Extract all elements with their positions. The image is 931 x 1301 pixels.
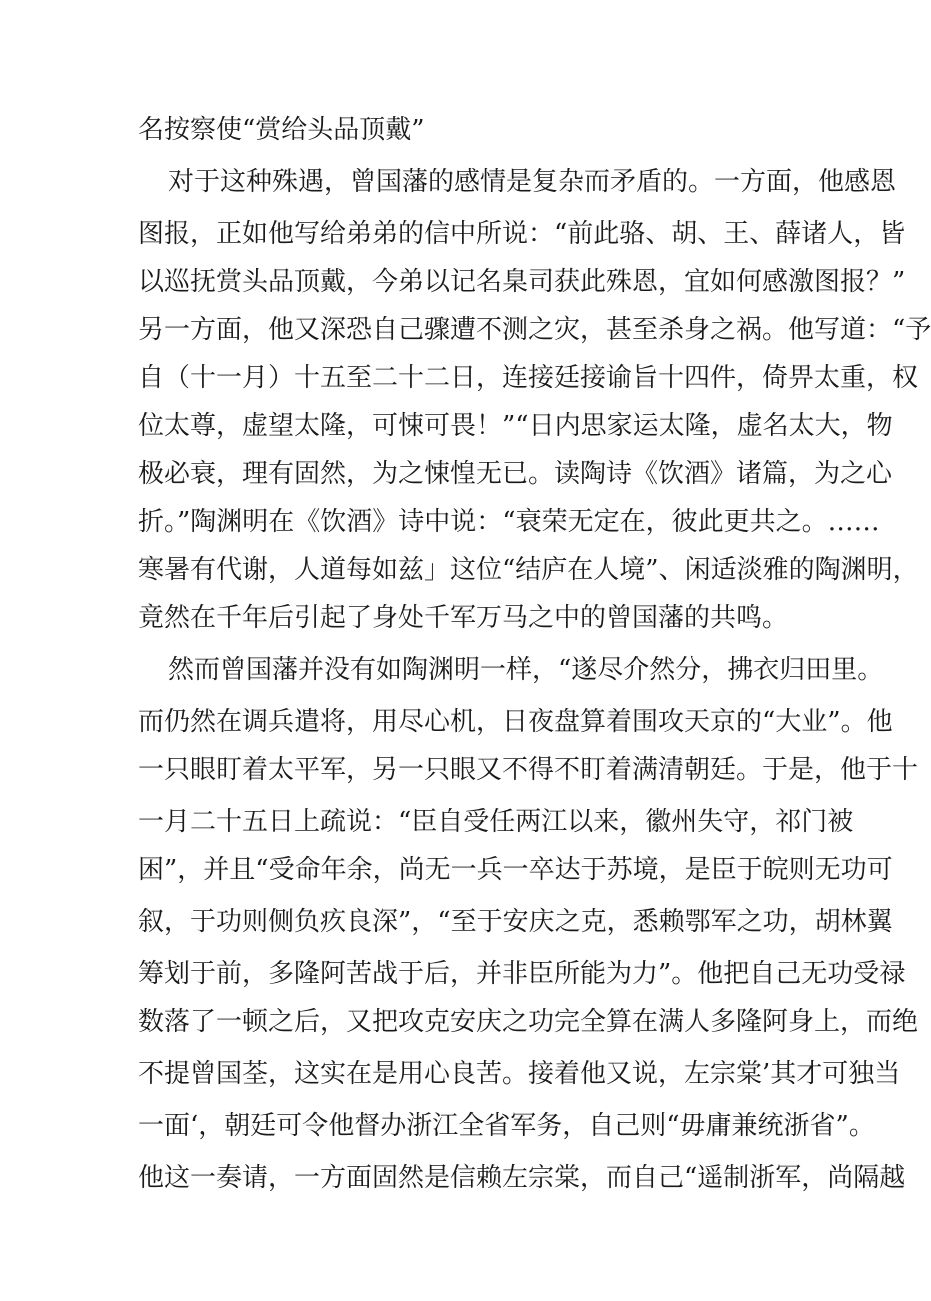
text-line: 位太尊，虚望太隆，可悚可畏！”“日内思家运太隆，虚名太大，物 [138, 411, 893, 441]
text-line: 不提曾国荃，这实在是用心良苦。接着他又说，左宗棠’其才可独当 [138, 1059, 901, 1089]
text-line: 一月二十五日上疏说：“臣自受任两江以来，徽州失守，祁门被 [138, 807, 854, 837]
text-line: 一只眼盯着太平军，另一只眼又不得不盯着满清朝廷。于是，他于十 [138, 755, 919, 785]
text-line: 自（十一月）十五至二十二日，连接廷接谕旨十四件，倚畀太重，权 [138, 363, 919, 393]
text-line: 一面‘，朝廷可令他督办浙江全省军务，自己则“毋庸兼统浙省”。 [138, 1111, 875, 1141]
text-line: 折。”陶渊明在《饮酒》诗中说：“衰荣无定在，彼此更共之。…… [138, 507, 880, 537]
text-line: 困”，并且“受命年余，尚无一兵一卒达于苏境，是臣于皖则无功可 [138, 855, 893, 885]
text-line: 名按察使“赏给头品顶戴” [138, 115, 425, 145]
text-line: 以巡抚赏头品顶戴，今弟以记名臬司获此殊恩，宜如何感激图报？” [138, 267, 906, 297]
text-line: 而仍然在调兵遣将，用尽心机，日夜盘算着围攻天京的“大业”。他 [138, 707, 893, 737]
text-line: 他这一奏请，一方面固然是信赖左宗棠，而自己“遥制浙军，尚隔越 [138, 1163, 906, 1193]
paragraph-first-line: 然而曾国藩并没有如陶渊明一样，“遂尽介然分，拂衣归田里。 [168, 655, 884, 685]
text-line: 竟然在千年后引起了身处千军万马之中的曾国藩的共鸣。 [138, 603, 789, 633]
text-line: 极必衰，理有固然，为之悚惶无已。读陶诗《饮酒》诸篇，为之心 [138, 459, 893, 489]
paragraph-first-line: 对于这种殊遇，曾国藩的感情是复杂而矛盾的。一方面，他感恩 [168, 167, 897, 197]
text-line: 筹划于前，多隆阿苦战于后，并非臣所能为力”。他把自己无功受禄 [138, 959, 906, 989]
text-line: 图报，正如他写给弟弟的信中所说：“前此骆、胡、王、薛诸人，皆 [138, 219, 906, 249]
text-line: 另一方面，他又深恐自己骤遭不测之灾，甚至杀身之祸。他写道：“予 [138, 315, 931, 345]
text-line: 数落了一顿之后，又把攻克安庆之功完全算在满人多隆阿身上，而绝 [138, 1007, 919, 1037]
text-line: 寒暑有代谢，人道每如兹」这位“结庐在人境”、闲适淡雅的陶渊明， [138, 555, 919, 585]
text-line: 叙，于功则侧负疚良深”，“至于安庆之克，悉赖鄂军之功，胡林翼 [138, 907, 893, 937]
